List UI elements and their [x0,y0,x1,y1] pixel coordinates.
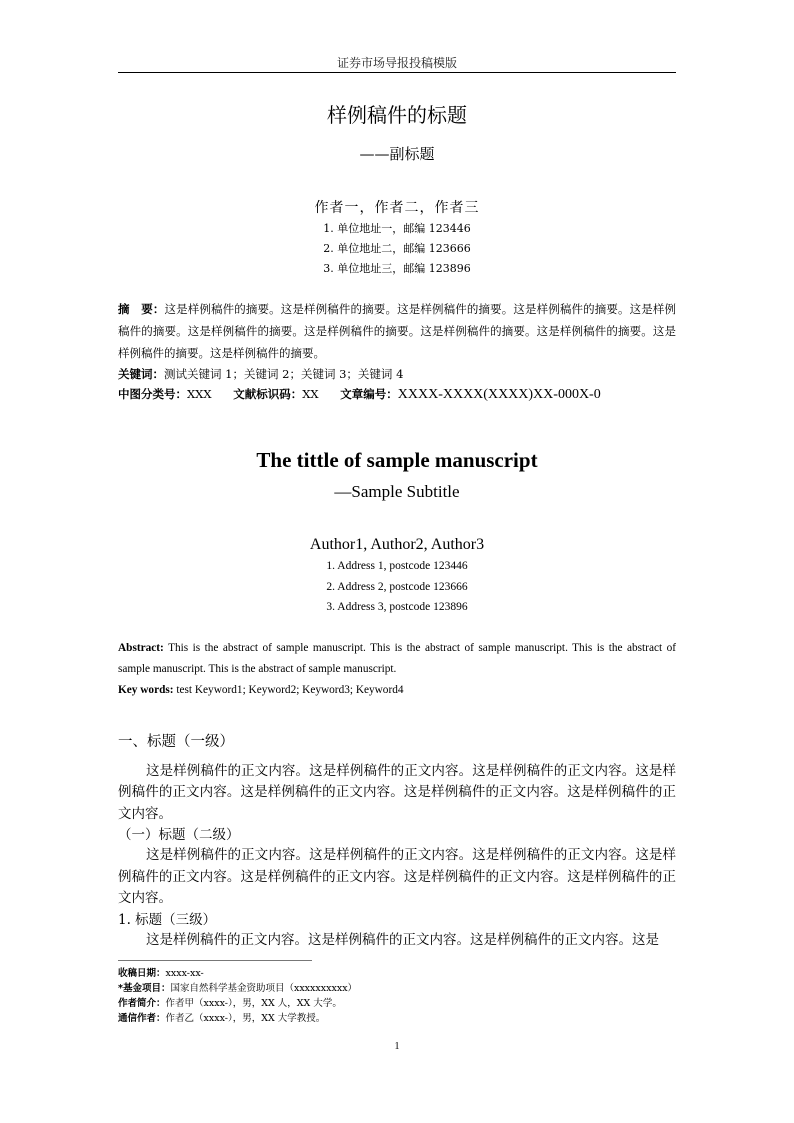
footnote-text: 作者乙（xxxx-），男，XX 大学教授。 [165,1013,326,1024]
en-address: 2. Address 2, postcode 123666 [326,580,468,593]
clc-label: 中图分类号： [118,387,187,401]
cn-addresses [0,219,794,279]
cn-classification [118,384,676,405]
footnote-label: 收稿日期： [118,968,166,979]
cn-abstract [118,298,676,364]
cn-keywords [118,364,676,384]
en-authors: Author1, Author2, Author3 [309,536,485,553]
cn-address: 3. 单位地址三，邮编 123896 [323,262,471,275]
footnote-text: 作者甲（xxxx-），男，XX 人，XX 大学。 [165,998,342,1009]
footnote-label: 作者简介： [118,998,166,1009]
footnote-text: xxxx-xx- [165,968,204,979]
doc-code-value: XX [302,387,319,401]
heading-level3: 1. 标题（三级） [118,911,217,928]
body-paragraph: 这是样例稿件的正文内容。这是样例稿件的正文内容。这是样例稿件的正文内容。这是样例稿件的正文内容。这是样例稿件的正文内容。这是样例稿件的正文内容。这是样例稿件的正文内容。 [118,762,676,822]
doc-code-label: 文献标识码： [233,387,303,401]
footnote-label: *基金项目： [118,983,171,994]
cn-keywords-text: 测试关键词 1；关键词 2；关键词 3；关键词 4 [164,367,404,381]
clc-value: XXX [187,387,212,401]
en-subtitle: —Sample Subtitle [334,482,460,501]
page-number: 1 [394,1041,400,1052]
en-abstract-label: Abstract: [118,641,164,654]
footnote [118,1011,676,1026]
cn-keywords-label: 关键词： [118,367,164,381]
heading-level2: （一）标题（二级） [118,827,240,843]
en-address: 3. Address 3, postcode 123896 [326,601,468,613]
en-keywords-label: Key words: [118,683,174,696]
body-paragraph: 这是样例稿件的正文内容。这是样例稿件的正文内容。这是样例稿件的正文内容。这是样例稿件的正文内容。这是样例稿件的正文内容。这是样例稿件的正文内容。这是样例稿件的正文内容。 [118,847,676,906]
cn-title: 样例稿件的标题 [327,103,467,127]
cn-abstract-text: 这是样例稿件的摘要。这是样例稿件的摘要。这是样例稿件的摘要。这是样例稿件的摘要。这是样例稿件的摘要。这是样例稿件的摘要。这是样例稿件的摘要。这是样例稿件的摘要。这是样例稿件的摘要。这是样例稿件的摘要。这是样例稿件的摘要。 [118,302,676,360]
cn-address: 1. 单位地址一，邮编 123446 [323,222,471,235]
header-rule [118,0,676,73]
article-number-value: XXXX-XXXX(XXXX)XX-000X-0 [397,387,601,402]
en-keywords-text: test Keyword1; Keyword2; Keyword3; Keyword4 [173,683,404,696]
body-paragraph: 这是样例稿件的正文内容。这是样例稿件的正文内容。这是样例稿件的正文内容。这是 [146,931,659,948]
en-abstract [118,638,676,680]
heading-level1: 一、标题（一级） [118,733,234,750]
en-address: 1. Address 1, postcode 123446 [326,560,468,572]
cn-abstract-label: 摘 要： [118,302,165,316]
en-keywords [118,680,676,700]
footnotes [118,966,676,1026]
en-addresses [0,556,794,618]
footnote [118,996,676,1011]
article-number-label: 文章编号： [340,387,398,401]
footnote [118,966,676,981]
cn-subtitle: ——副标题 [359,145,435,163]
footnote-text: 国家自然科学基金资助项目（xxxxxxxxxx） [170,983,358,994]
running-header: 证券市场导报投稿模版 [336,56,457,70]
en-title: The tittle of sample manuscript [256,448,538,472]
footnote-label: 通信作者： [118,1013,166,1024]
footnote-rule [118,960,312,961]
footnote [118,981,676,996]
cn-authors: 作者一，作者二，作者三 [314,200,480,216]
en-abstract-text: This is the abstract of sample manuscript. This is the abstract of sample manuscript. This is the abstract of sample manuscript. This is the abstract of sample manuscript. [118,641,676,675]
cn-address: 2. 单位地址二，邮编 123666 [323,242,471,255]
